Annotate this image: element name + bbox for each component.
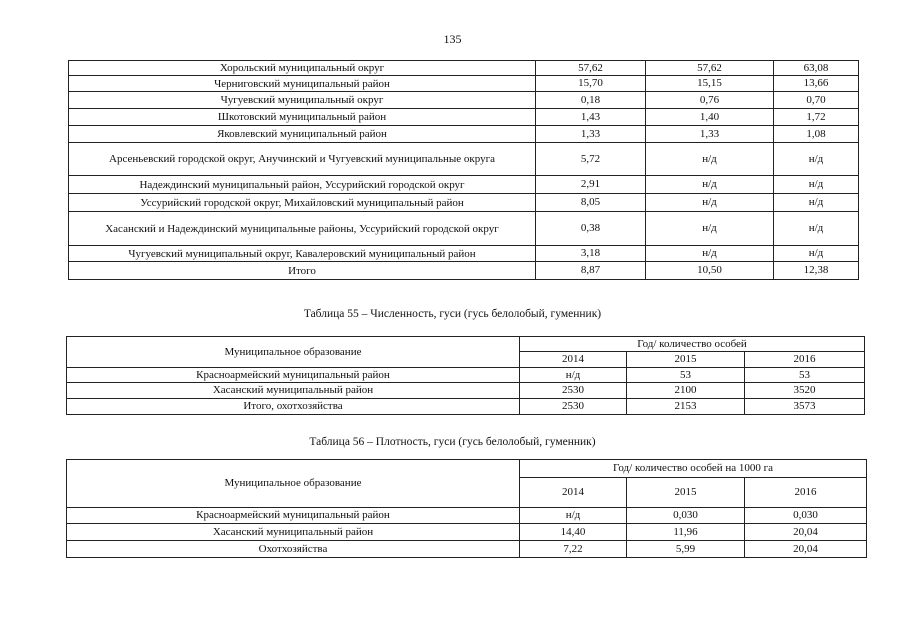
row-name: Итого	[69, 262, 536, 280]
cell-2016: 3520	[745, 383, 865, 399]
cell-2016: 0,030	[745, 508, 867, 524]
group-header-years: Год/ количество особей	[520, 337, 865, 352]
row-name: Охотхозяйства	[67, 541, 520, 558]
year-header-2015: 2015	[627, 478, 745, 508]
table-row	[67, 524, 867, 541]
cell-2015: н/д	[646, 143, 774, 176]
cell-2014: 2530	[520, 383, 627, 399]
row-name: Уссурийский городской округ, Михайловский муниципальный район	[69, 194, 536, 212]
cell-2016: н/д	[774, 176, 859, 194]
cell-2014: 1,33	[536, 126, 646, 143]
cell-2014: 57,62	[536, 61, 646, 76]
cell-2016: н/д	[774, 194, 859, 212]
cell-2015: 10,50	[646, 262, 774, 280]
cell-2014: 0,18	[536, 92, 646, 109]
table-header-row	[67, 460, 867, 478]
table-row-total	[69, 262, 859, 280]
cell-2015: 1,40	[646, 109, 774, 126]
year-header-2014: 2014	[520, 478, 627, 508]
cell-2015: 1,33	[646, 126, 774, 143]
table-row	[69, 212, 859, 246]
table-row	[69, 143, 859, 176]
row-name: Надеждинский муниципальный район, Уссурийский городской округ	[69, 176, 536, 194]
cell-2016: 1,08	[774, 126, 859, 143]
cell-2016: 20,04	[745, 541, 867, 558]
cell-2014: н/д	[520, 508, 627, 524]
cell-2016: 3573	[745, 399, 865, 415]
cell-2015: 2153	[627, 399, 745, 415]
row-name: Чугуевский муниципальный округ, Кавалеровский муниципальный район	[69, 246, 536, 262]
cell-2014: 5,72	[536, 143, 646, 176]
year-header-2016: 2016	[745, 478, 867, 508]
column-header-municipality: Муниципальное образование	[67, 460, 520, 508]
cell-2015: н/д	[646, 212, 774, 246]
year-header-2016: 2016	[745, 352, 865, 368]
table-density-continuation	[68, 60, 859, 280]
cell-2015: 0,76	[646, 92, 774, 109]
row-name: Хасанский и Надеждинский муниципальные районы, Уссурийский городской округ	[69, 212, 536, 246]
cell-2015: 5,99	[627, 541, 745, 558]
cell-2014: н/д	[520, 368, 627, 383]
cell-2016: 13,66	[774, 76, 859, 92]
row-name: Хасанский муниципальный район	[67, 524, 520, 541]
cell-2014: 2530	[520, 399, 627, 415]
year-header-2014: 2014	[520, 352, 627, 368]
cell-2015: 53	[627, 368, 745, 383]
cell-2016: н/д	[774, 246, 859, 262]
table-row	[69, 61, 859, 76]
cell-2015: 0,030	[627, 508, 745, 524]
cell-2016: 63,08	[774, 61, 859, 76]
table-row	[69, 109, 859, 126]
cell-2015: 2100	[627, 383, 745, 399]
cell-2016: 53	[745, 368, 865, 383]
table-55-caption: Таблица 55 – Численность, гуси (гусь белолобый, гуменник)	[303, 308, 602, 320]
row-name: Итого, охотхозяйства	[67, 399, 520, 415]
cell-2016: 20,04	[745, 524, 867, 541]
table-header-row	[67, 337, 865, 352]
column-header-municipality: Муниципальное образование	[67, 337, 520, 368]
cell-2014: 1,43	[536, 109, 646, 126]
cell-2015: 11,96	[627, 524, 745, 541]
cell-2014: 14,40	[520, 524, 627, 541]
row-name: Красноармейский муниципальный район	[67, 508, 520, 524]
row-name: Хорольский муниципальный округ	[69, 61, 536, 76]
row-name: Хасанский муниципальный район	[67, 383, 520, 399]
row-name: Чугуевский муниципальный округ	[69, 92, 536, 109]
table-row-total	[67, 399, 865, 415]
table-55-population	[66, 336, 865, 415]
row-name: Шкотовский муниципальный район	[69, 109, 536, 126]
cell-2015: н/д	[646, 176, 774, 194]
cell-2014: 15,70	[536, 76, 646, 92]
cell-2015: н/д	[646, 246, 774, 262]
cell-2016: 1,72	[774, 109, 859, 126]
cell-2014: 7,22	[520, 541, 627, 558]
table-row-total	[67, 541, 867, 558]
table-56-density	[66, 459, 867, 558]
cell-2014: 2,91	[536, 176, 646, 194]
cell-2014: 0,38	[536, 212, 646, 246]
cell-2016: 0,70	[774, 92, 859, 109]
cell-2015: 15,15	[646, 76, 774, 92]
table-row	[69, 76, 859, 92]
cell-2014: 8,05	[536, 194, 646, 212]
row-name: Арсеньевский городской округ, Анучинский и Чугуевский муниципальные округа	[69, 143, 536, 176]
cell-2016: 12,38	[774, 262, 859, 280]
table-row	[69, 194, 859, 212]
cell-2016: н/д	[774, 143, 859, 176]
page-number: 135	[443, 32, 462, 46]
table-row	[67, 508, 867, 524]
table-row	[67, 383, 865, 399]
cell-2016: н/д	[774, 212, 859, 246]
table-row	[69, 92, 859, 109]
cell-2015: 57,62	[646, 61, 774, 76]
table-row	[67, 368, 865, 383]
table-56-caption: Таблица 56 – Плотность, гуси (гусь белолобый, гуменник)	[309, 436, 596, 448]
table-row	[69, 126, 859, 143]
row-name: Яковлевский муниципальный район	[69, 126, 536, 143]
row-name: Красноармейский муниципальный район	[67, 368, 520, 383]
year-header-2015: 2015	[627, 352, 745, 368]
row-name: Черниговский муниципальный район	[69, 76, 536, 92]
group-header-years: Год/ количество особей на 1000 га	[520, 460, 867, 478]
cell-2015: н/д	[646, 194, 774, 212]
cell-2014: 3,18	[536, 246, 646, 262]
cell-2014: 8,87	[536, 262, 646, 280]
table-row	[69, 176, 859, 194]
table-row	[69, 246, 859, 262]
